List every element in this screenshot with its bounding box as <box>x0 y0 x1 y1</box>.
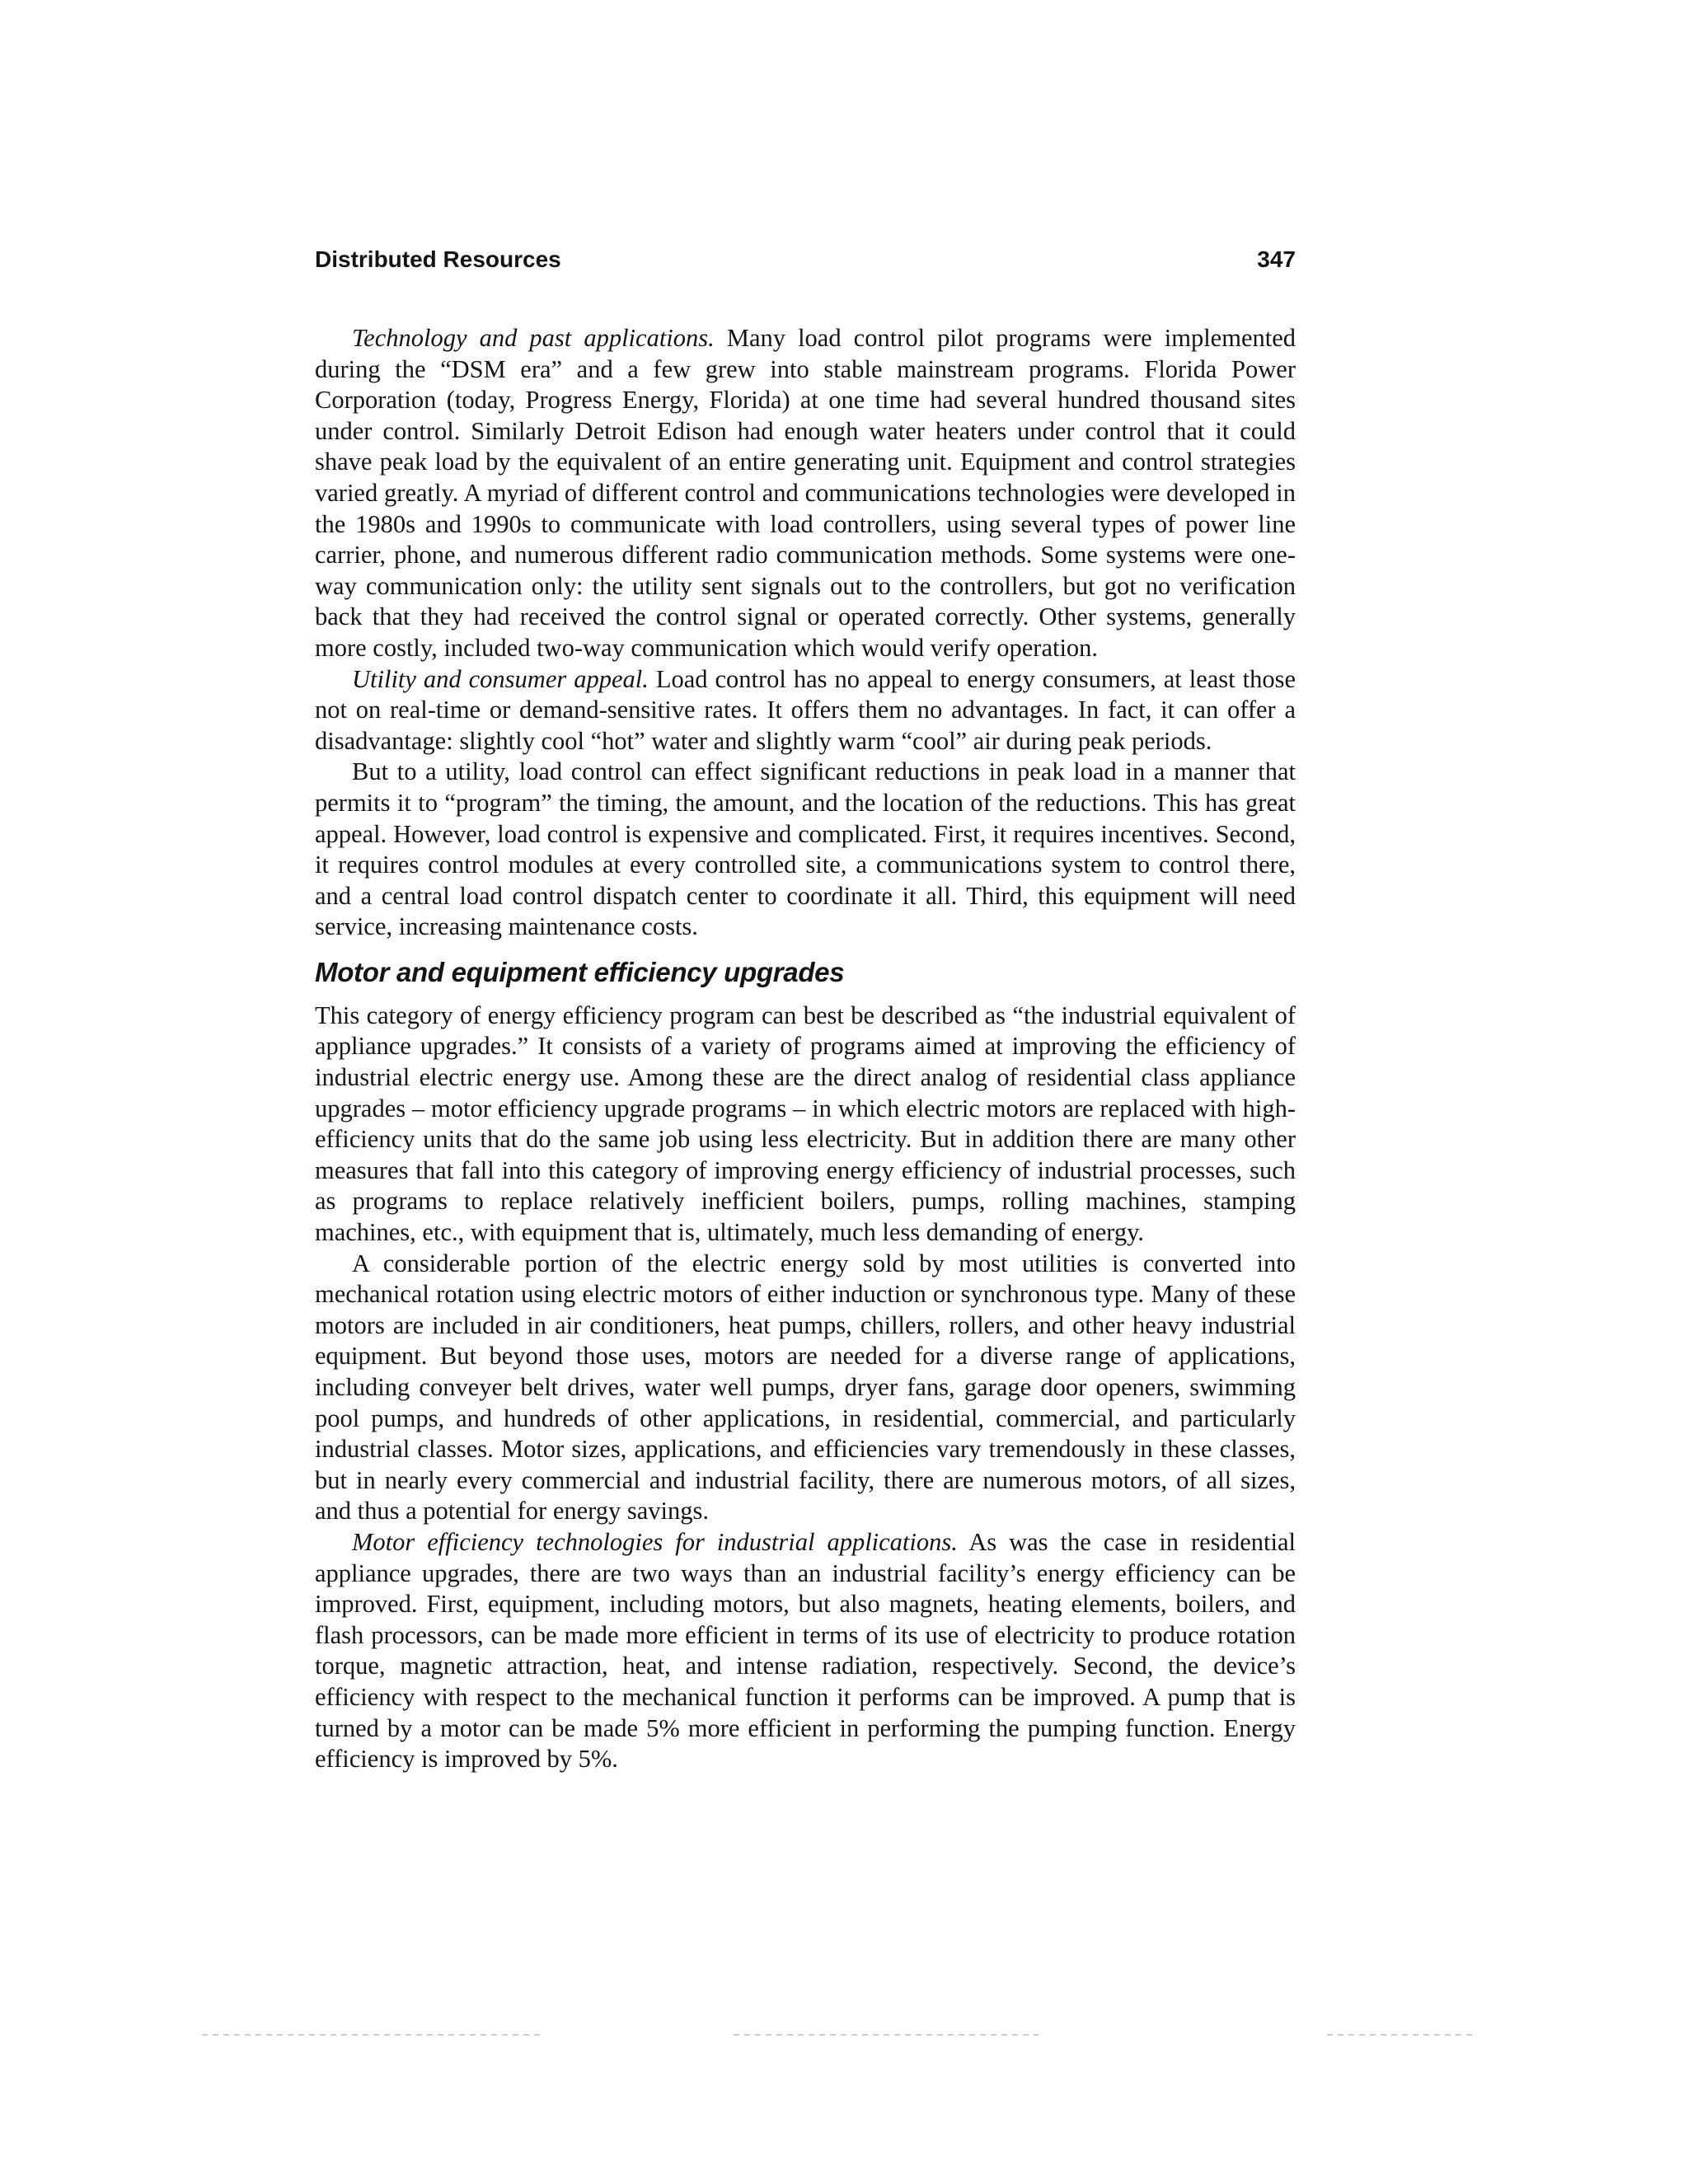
paragraph-text: But to a utility, load control can effect significant reductions in peak load in a manner that permits it to “program” the timing, the amount, and the location of the reductions. This has great appeal. However, load control is expensive and complicated. First, it requires incentives. Second, it requires control modules at every controlled site, a communications system to control there, and a central load control dispatch center to coordinate it all. Third, this equipment will need service, increasing maintenance costs. <box>315 757 1296 941</box>
scan-artifact-line <box>202 2034 540 2036</box>
paragraph-text: A considerable portion of the electric energy sold by most utilities is converted into mechanical rotation using electric motors of either induction or synchronous type. Many of these motors are included in air conditioners, heat pumps, chillers, rollers, and other heavy industrial equipment. But beyond those uses, motors are needed for a diverse range of applications, including conveyer belt drives, water well pumps, dryer fans, garage door openers, swimming pool pumps, and hundreds of other applications, in residential, commercial, and particularly industrial classes. Motor sizes, applications, and efficiencies vary tremendously in these classes, but in nearly every commercial and industrial facility, there are numerous motors, of all sizes, and thus a potential for energy savings. <box>315 1249 1296 1526</box>
scan-artifact-line <box>734 2034 1039 2036</box>
section-heading: Motor and equipment efficiency upgrades <box>315 956 845 987</box>
scan-artifact-line <box>1327 2034 1475 2036</box>
paragraph-text: Many load control pilot programs were implemented during the “DSM era” and a few grew into stable mainstream programs. Florida Power Corporation (today, Progress Energy, Florida) at one time had several hundred thousand sites under control. Similarly Detroit Edison had enough water heaters under control that it could shave peak load by the equivalent of an entire generating unit. Equipment and control strategies varied greatly. A myriad of different control and communications technologies were developed in the 1980s and 1990s to communicate with load controllers, using several types of power line carrier, phone, and numerous different radio communication methods. Some systems were one-way communication only: the utility sent signals out to the controllers, but got no verification back that they had received the control signal or operated correctly. Other systems, generally more costly, included two-way communication which would verify operation. <box>315 324 1296 662</box>
paragraph-category-description <box>315 1001 1296 1249</box>
page-number: 347 <box>1257 246 1296 272</box>
runin-heading: Motor efficiency technologies for industrial applications. <box>352 1527 958 1556</box>
running-head <box>315 243 1296 276</box>
paragraph-utility-load-control <box>315 757 1296 943</box>
paragraph-motor-efficiency-technologies <box>315 1527 1296 1775</box>
paragraph-text: Load control has no appeal to energy consumers, at least those not on real-time or demand-sensitive rates. It offers them no advantages. In fact, it can offer a disadvantage: slightly cool “hot” water and slightly warm “cool” air during peak periods. <box>315 664 1296 755</box>
paragraph-utility-consumer-appeal <box>315 664 1296 757</box>
paragraph-text: This category of energy efficiency program can best be described as “the industrial equivalent of appliance upgrades.” It consists of a variety of programs aimed at improving the efficiency of industrial electric energy use. Among these are the direct analog of residential class appliance upgrades – motor efficiency upgrade programs – in which electric motors are replaced with high-efficiency units that do the same job using less electricity. But in addition there are many other measures that fall into this category of improving energy efficiency of industrial processes, such as programs to replace relatively inefficient boilers, pumps, rolling machines, stamping machines, etc., with equipment that is, ultimately, much less demanding of energy. <box>315 1001 1296 1247</box>
paragraph-technology-past-applications <box>315 323 1296 664</box>
running-head-title: Distributed Resources <box>315 246 561 272</box>
body-text <box>315 323 1296 1775</box>
paragraph-electric-motors <box>315 1249 1296 1527</box>
runin-heading: Utility and consumer appeal. <box>352 664 649 693</box>
paragraph-text: As was the case in residential appliance upgrades, there are two ways than an industrial facility’s energy efficiency can be improved. First, equipment, including motors, but also magnets, heating elements, boilers, and flash processors, can be made more efficient in terms of its use of electricity to produce rotation torque, magnetic attraction, heat, and intense radiation, respectively. Second, the device’s efficiency with respect to the mechanical function it performs can be improved. A pump that is turned by a motor can be made 5% more efficient in performing the pumping function. Energy efficiency is improved by 5%. <box>315 1527 1296 1774</box>
runin-heading: Technology and past applications. <box>352 324 715 352</box>
